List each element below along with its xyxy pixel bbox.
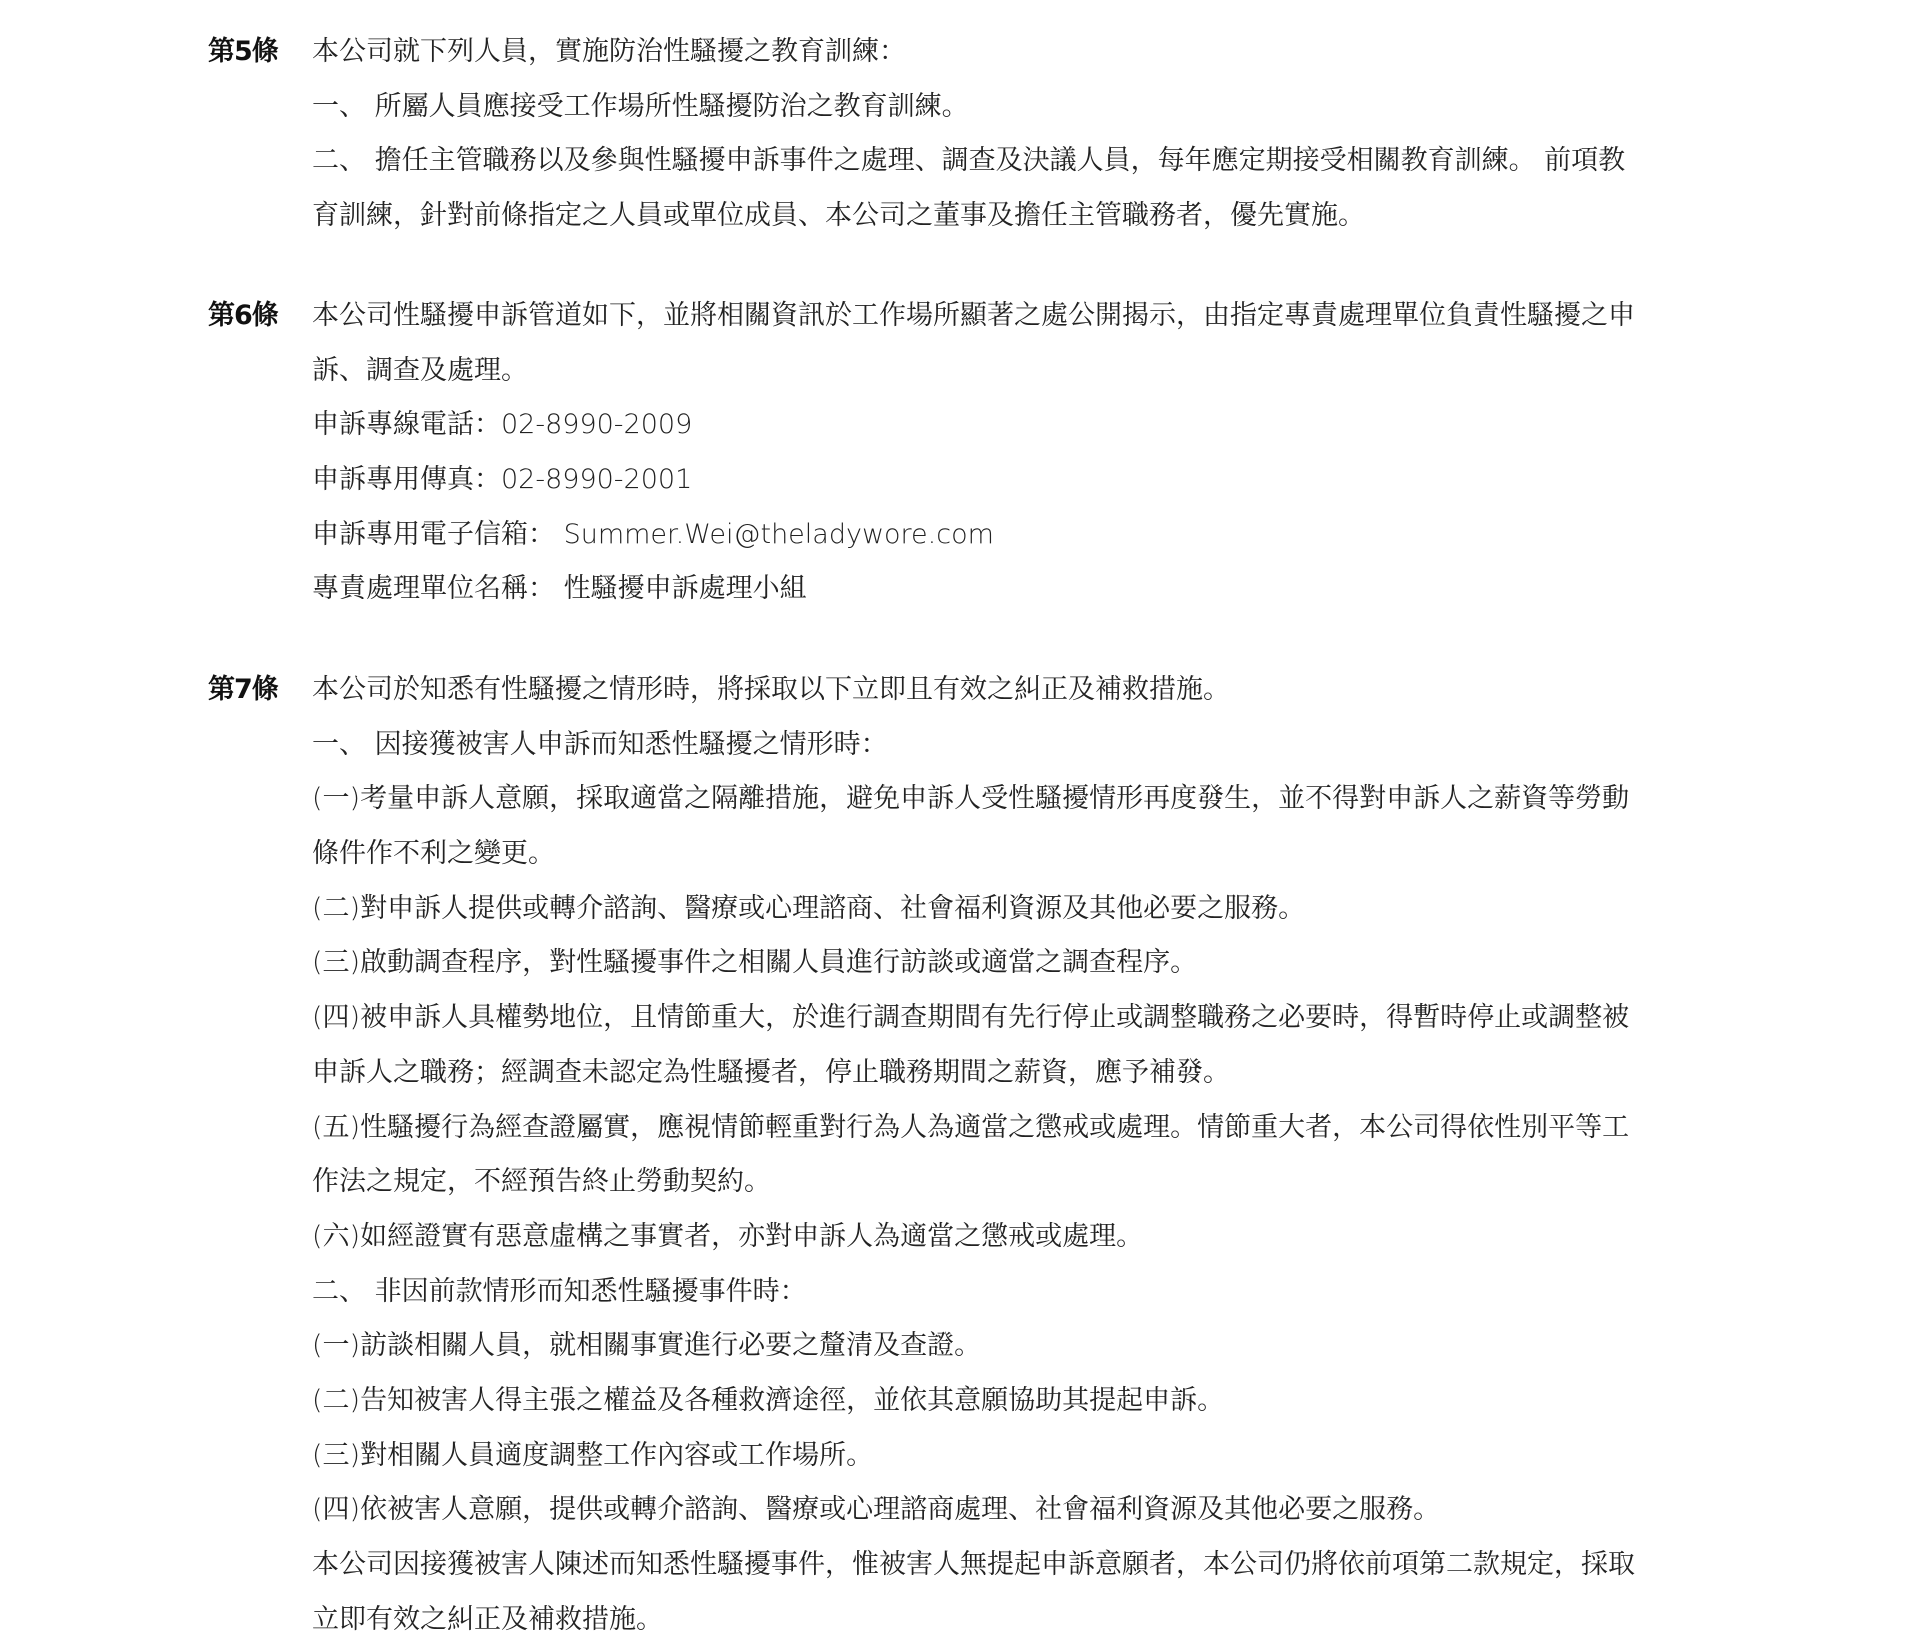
- article-line: 立即有效之糾正及補救措施。: [312, 1603, 663, 1635]
- article-line: 訴、調查及處理。: [312, 354, 528, 386]
- article-line: 二、 擔任主管職務以及參與性騷擾申訴事件之處理、調查及決議人員，每年應定期接受相關教育訓練。 前項教: [312, 145, 1626, 177]
- article-line: (四)被申訴人具權勢地位，且情節重大，於進行調查期間有先行停止或調整職務之必要時，得暫時停止或調整被: [312, 1002, 1630, 1034]
- article-line: (二)對申訴人提供或轉介諮詢、醫療或心理諮商、社會福利資源及其他必要之服務。: [312, 892, 1306, 924]
- article-line: 本公司於知悉有性騷擾之情形時，將採取以下立即且有效之糾正及補救措施。: [312, 674, 1230, 705]
- article-line: 本公司因接獲被害人陳述而知悉性騷擾事件，惟被害人無提起申訴意願者，本公司仍將依前項第二款規定，採取: [312, 1549, 1635, 1580]
- article-number: 第7條: [208, 674, 278, 705]
- article-line: (一)訪談相關人員，就相關事實進行必要之釐清及查證。: [312, 1330, 982, 1362]
- article-line: 作法之規定，不經預告終止勞動契約。: [312, 1166, 771, 1198]
- article-body: [312, 663, 1748, 1647]
- article-line: (五)性騷擾行為經查證屬實，應視情節輕重對行為人為適當之懲戒或處理。情節重大者，本公司得依性別平等工: [312, 1111, 1630, 1143]
- article-number: 第6條: [208, 300, 278, 331]
- complaint-email: 申訴專用電子信箱： Summer.Wei@theladywore.com: [312, 518, 994, 550]
- article-line: 一、 因接獲被害人申訴而知悉性騷擾之情形時：: [312, 728, 888, 760]
- handling-unit-name: 專責處理單位名稱： 性騷擾申訴處理小組: [312, 573, 807, 605]
- article-line: (四)依被害人意願，提供或轉介諮詢、醫療或心理諮商處理、社會福利資源及其他必要之服務。: [312, 1494, 1441, 1526]
- article-line: 本公司性騷擾申訴管道如下，並將相關資訊於工作場所顯著之處公開揭示，由指定專責處理單位負責性騷擾之申: [312, 300, 1635, 331]
- article-number: 第5條: [208, 36, 278, 67]
- complaint-fax: 申訴專用傳真：02-8990-2001: [312, 464, 693, 496]
- article-line: 本公司就下列人員，實施防治性騷擾之教育訓練：: [312, 36, 906, 67]
- article-line: (一)考量申訴人意願，採取適當之隔離措施，避免申訴人受性騷擾情形再度發生，並不得對申訴人之薪資等勞動: [312, 783, 1630, 815]
- article-line: 二、 非因前款情形而知悉性騷擾事件時：: [312, 1275, 807, 1307]
- article-line: 條件作不利之變更。: [312, 838, 555, 870]
- article-line: (三)對相關人員適度調整工作內容或工作場所。: [312, 1439, 874, 1471]
- article-body: [312, 25, 1748, 244]
- article-line: 育訓練，針對前條指定之人員或單位成員、本公司之董事及擔任主管職務者，優先實施。: [312, 200, 1365, 232]
- article-line: (六)如經證實有惡意虛構之事實者，亦對申訴人為適當之懲戒或處理。: [312, 1220, 1144, 1252]
- article-line: (三)啟動調查程序，對性騷擾事件之相關人員進行訪談或適當之調查程序。: [312, 947, 1198, 979]
- article-body: [312, 289, 1748, 617]
- article-line: 申訴人之職務；經調查未認定為性騷擾者，停止職務期間之薪資，應予補發。: [312, 1056, 1230, 1088]
- complaint-phone: 申訴專線電話：02-8990-2009: [312, 409, 693, 441]
- article-line: 一、 所屬人員應接受工作場所性騷擾防治之教育訓練。: [312, 90, 969, 122]
- article-line: (二)告知被害人得主張之權益及各種救濟途徑，並依其意願協助其提起申訴。: [312, 1384, 1225, 1416]
